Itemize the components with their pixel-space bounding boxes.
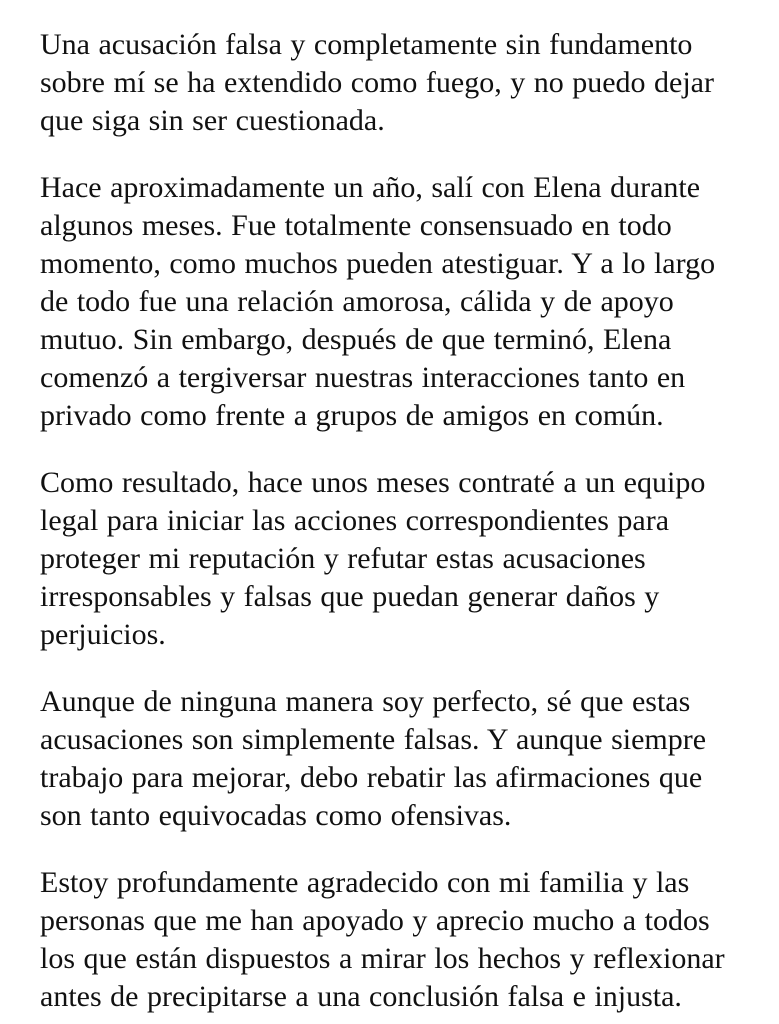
paragraph-legal-action: Como resultado, hace unos meses contraté a un equipo legal para iniciar las acciones correspondientes para proteger mi reputación y refutar estas acusaciones irresponsables y falsas que puedan generar daños y perjuicios. (40, 466, 706, 651)
statement-text (40, 26, 740, 1016)
paragraph-accusation-intro: Una acusación falsa y completamente sin fundamento sobre mí se ha extendido como fuego, y no puedo dejar que siga sin ser cuestionada. (40, 28, 714, 137)
paragraph-denial: Aunque de ninguna manera soy perfecto, sé que estas acusaciones son simplemente falsas. Y aunque siempre trabajo para mejorar, debo rebatir las afirmaciones que son tanto equivocadas como ofensivas. (40, 685, 707, 832)
paragraph-relationship-history: Hace aproximadamente un año, salí con Elena durante algunos meses. Fue totalmente consensuado en todo momento, como muchos pueden atestiguar. Y a lo largo de todo fue una relación amorosa, cálida y de apoyo mutuo. Sin embargo, después de que terminó, Elena comenzó a tergiversar nuestras interacciones tanto en privado como frente a grupos de amigos en común. (40, 171, 716, 432)
paragraph-gratitude: Estoy profundamente agradecido con mi familia y las personas que me han apoyado y aprecio mucho a todos los que están dispuestos a mirar los hechos y reflexionar antes de precipitarse a una conclusión falsa e injusta. (40, 866, 725, 1013)
